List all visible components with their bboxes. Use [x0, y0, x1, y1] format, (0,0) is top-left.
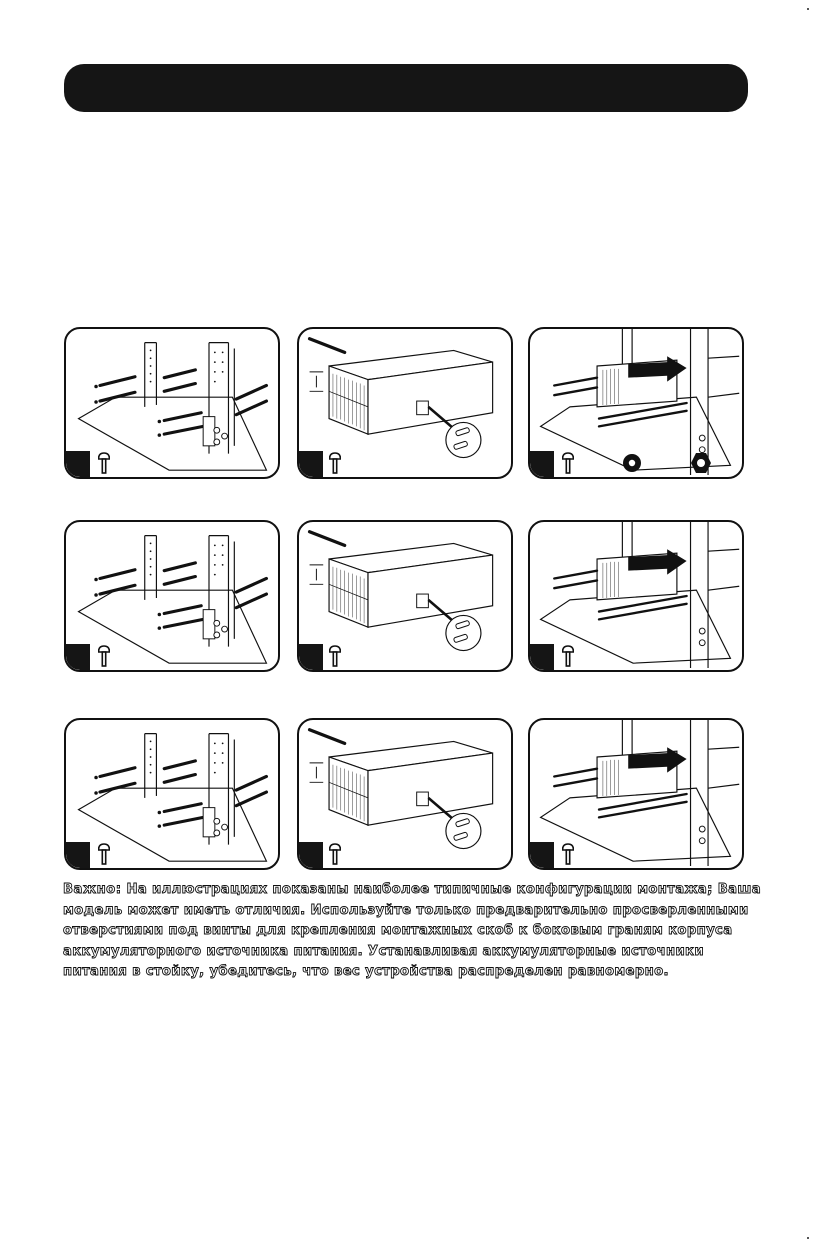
step-3-slide-in	[528, 327, 744, 479]
step-number-badge	[299, 842, 323, 868]
step-1-rack-brackets	[64, 520, 280, 672]
screw-icon	[562, 843, 574, 865]
notice-label: Важно:	[63, 882, 122, 897]
screw-icon	[329, 645, 341, 667]
header-bar	[64, 64, 748, 112]
washer-icon	[622, 453, 642, 473]
step-number-badge	[530, 451, 554, 477]
screw-icon	[329, 452, 341, 474]
step-2-unit-ears	[297, 520, 513, 672]
screw-icon	[329, 843, 341, 865]
step-3-slide-in	[528, 718, 744, 870]
step-number-badge	[530, 644, 554, 670]
screw-icon	[562, 645, 574, 667]
step-number-badge	[66, 644, 90, 670]
hex-nut-icon	[690, 452, 712, 474]
crop-mark	[807, 8, 809, 10]
step-number-badge	[66, 451, 90, 477]
step-2-unit-ears	[297, 327, 513, 479]
screw-icon	[98, 843, 110, 865]
screw-icon	[98, 645, 110, 667]
important-notice	[63, 880, 763, 983]
step-number-badge	[299, 451, 323, 477]
notice-text: На иллюстрациях показаны наиболее типичные конфигурации монтажа; Ваша модель может иметь отличия. Используйте только предварительно просверленными отверстиями под винты для крепления монтажных скоб к боковым граням корпуса аккумуляторного источника питания. Устанавливая аккумуляторные источники питания в стойку, убедитесь, что вес устройства распределен равномерно.	[63, 882, 761, 979]
step-1-rack-brackets	[64, 718, 280, 870]
step-number-badge	[530, 842, 554, 868]
screw-icon	[98, 452, 110, 474]
step-number-badge	[66, 842, 90, 868]
step-1-rack-brackets	[64, 327, 280, 479]
step-3-slide-in	[528, 520, 744, 672]
screw-icon	[562, 452, 574, 474]
step-number-badge	[299, 644, 323, 670]
step-2-unit-ears	[297, 718, 513, 870]
crop-mark	[807, 1237, 809, 1239]
